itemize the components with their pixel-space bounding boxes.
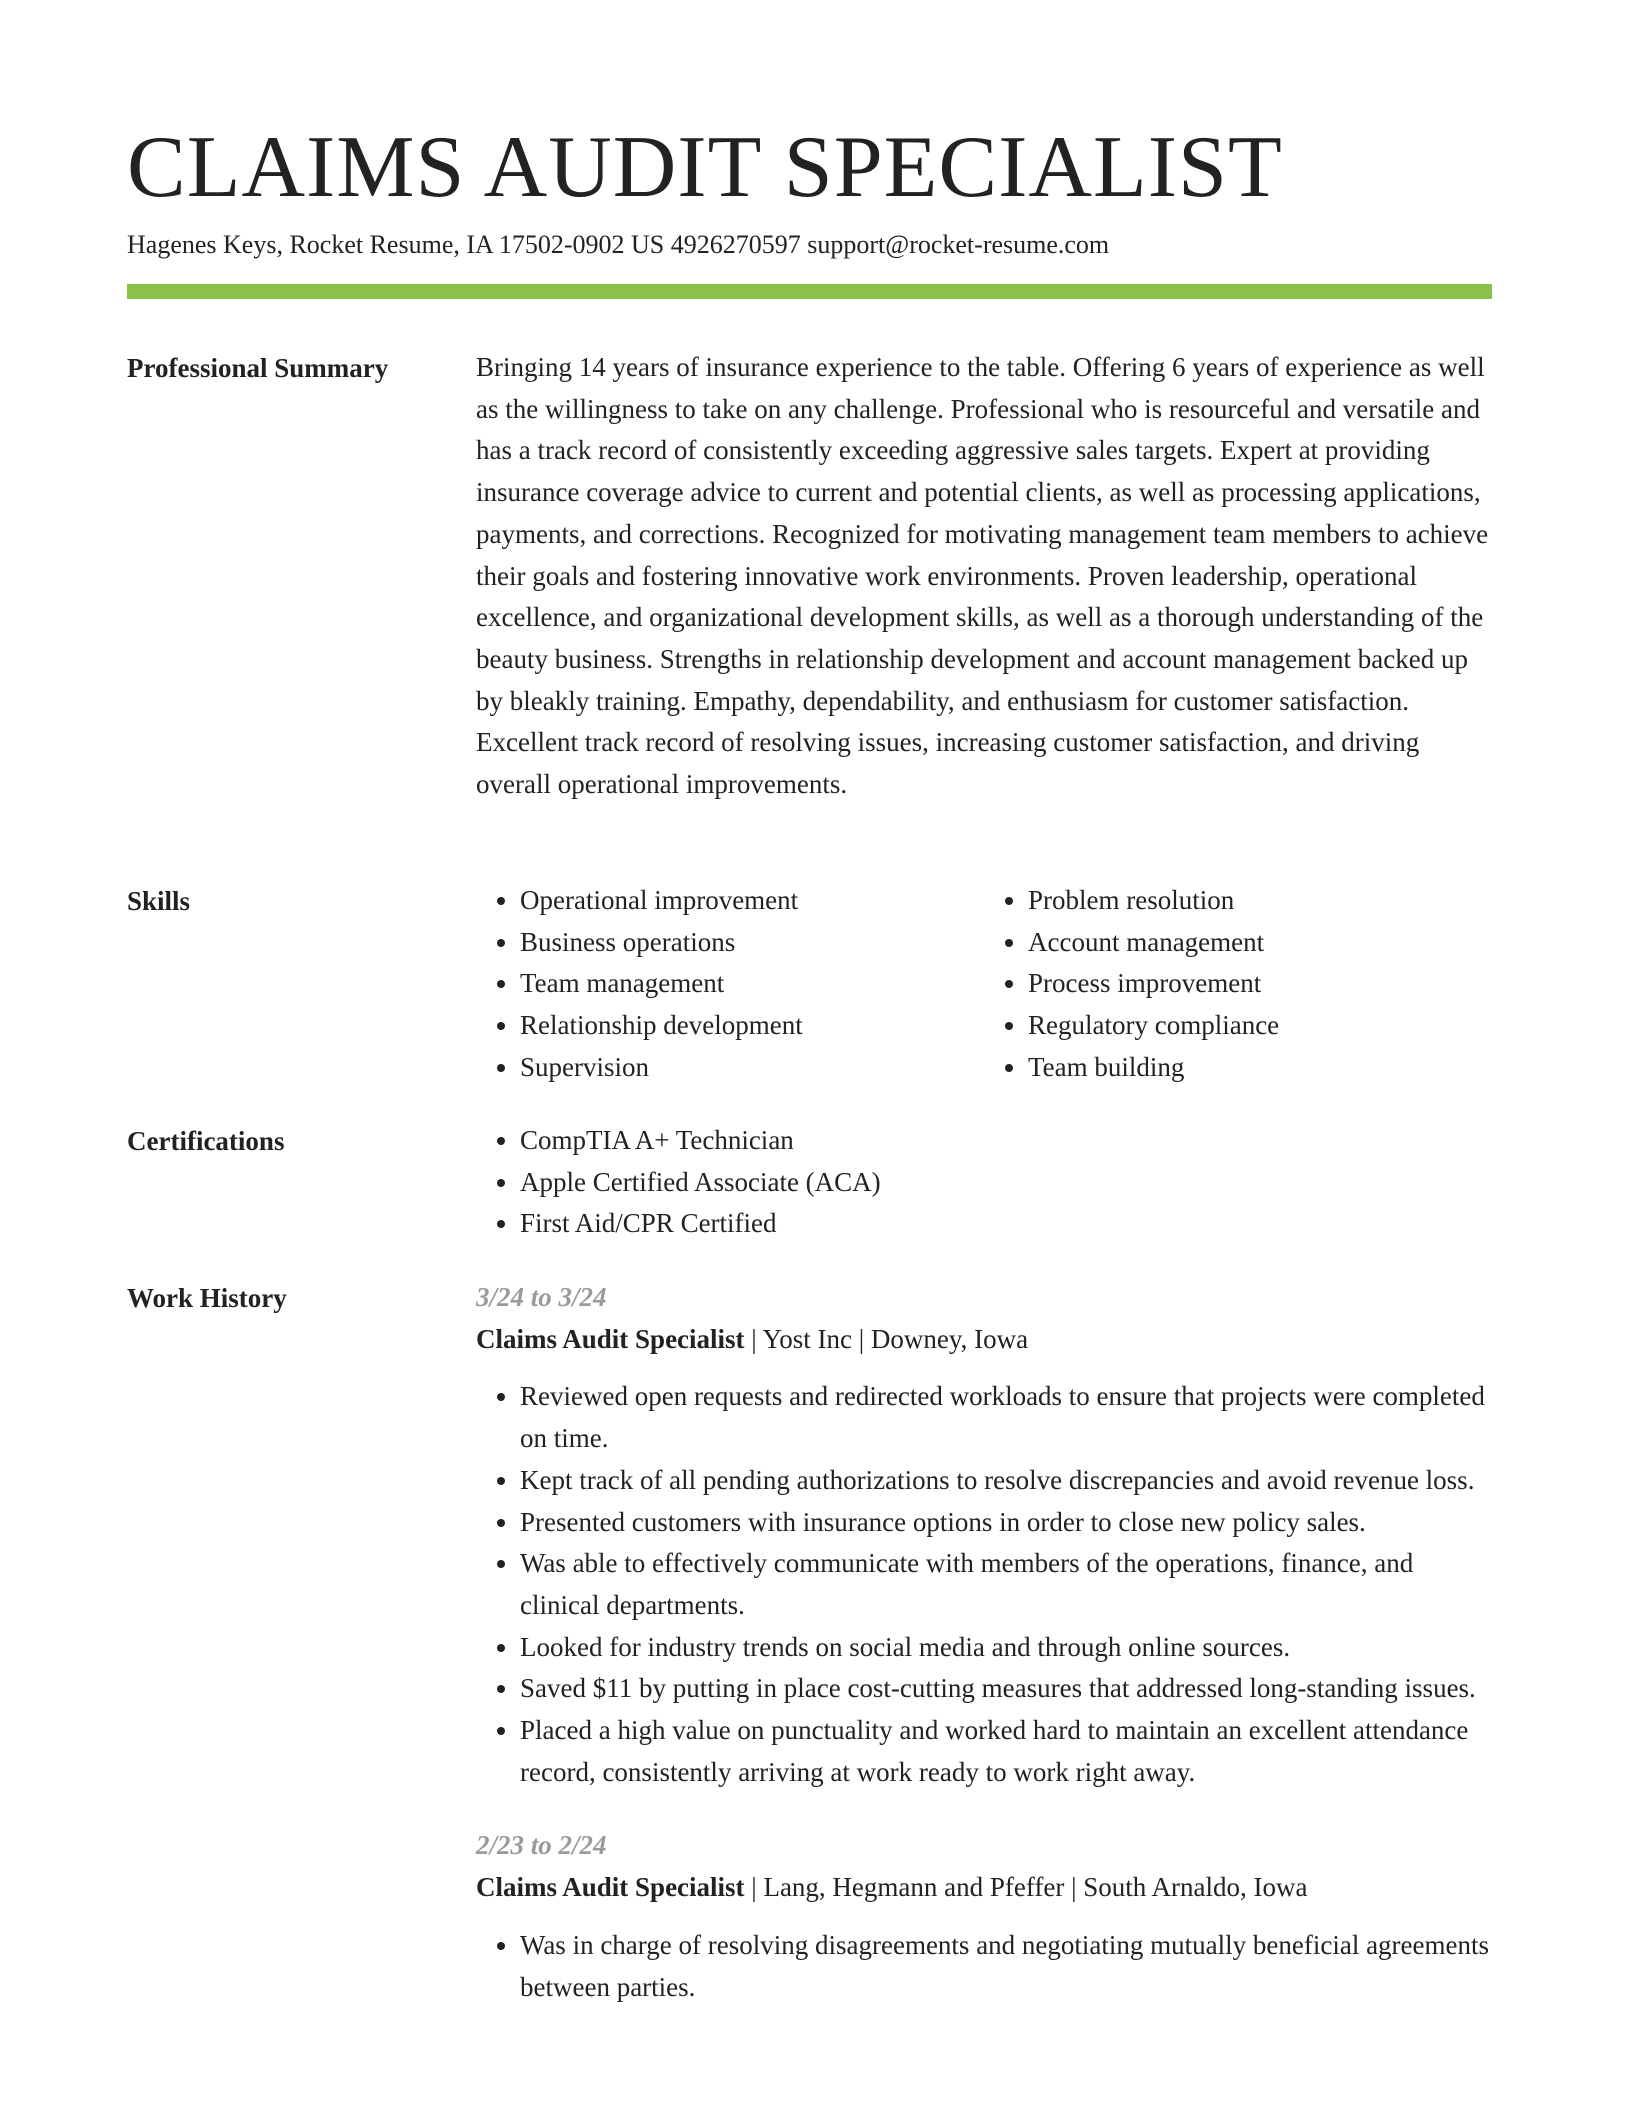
- job-entry: [476, 1825, 1492, 2008]
- list-item: • Problem resolution: [1028, 880, 1492, 922]
- job-heading: [476, 1867, 1492, 1909]
- certifications-heading: Certifications: [127, 1126, 285, 1156]
- list-item: • Team management: [520, 963, 984, 1005]
- contact-info: Hagenes Keys, Rocket Resume, IA 17502-0902 US 4926270597 support@rocket-resume.com: [127, 230, 1110, 259]
- skills-body: [476, 880, 1492, 1089]
- job-dates: 2/23 to 2/24: [476, 1830, 607, 1861]
- job-title: Claims Audit Specialist: [476, 1323, 745, 1354]
- certifications-list: [476, 1120, 1492, 1245]
- resume-header: [127, 118, 1492, 262]
- list-item: • Looked for industry trends on social media and through online sources.: [520, 1627, 1492, 1669]
- summary-body: [476, 347, 1492, 806]
- work-history-heading: Work History: [127, 1283, 287, 1313]
- list-item: • Was able to effectively communicate with members of the operations, finance, and clinical departments.: [520, 1543, 1492, 1626]
- job-company: | Lang, Hegmann and Pfeffer | South Arnaldo, Iowa: [744, 1872, 1308, 1903]
- list-item: • Was in charge of resolving disagreements and negotiating mutually beneficial agreements between parties.: [520, 1925, 1492, 2008]
- job-heading: [476, 1319, 1492, 1361]
- skills-list-right: [984, 880, 1492, 1089]
- list-item: • Apple Certified Associate (ACA): [520, 1162, 1492, 1204]
- list-item: • Saved $11 by putting in place cost-cutting measures that addressed long-standing issues.: [520, 1668, 1492, 1710]
- list-item: • Account management: [1028, 922, 1492, 964]
- job-duties-list: [476, 1925, 1492, 2008]
- list-item: • Regulatory compliance: [1028, 1005, 1492, 1047]
- summary-heading: Professional Summary: [127, 353, 389, 383]
- accent-divider: [127, 284, 1492, 299]
- page-title: CLAIMS AUDIT SPECIALIST: [127, 119, 1283, 216]
- job-duties-list: [476, 1376, 1492, 1793]
- list-item: • Placed a high value on punctuality and worked hard to maintain an excellent attendance record, consistently arriving at work ready to work right away.: [520, 1710, 1492, 1793]
- job-title: Claims Audit Specialist: [476, 1872, 745, 1903]
- list-item: • Process improvement: [1028, 963, 1492, 1005]
- list-item: • Kept track of all pending authorizations to resolve discrepancies and avoid revenue loss.: [520, 1460, 1492, 1502]
- list-item: • Supervision: [520, 1047, 984, 1089]
- work-history-body: [476, 1277, 1492, 2040]
- list-item: • CompTIA A+ Technician: [520, 1120, 1492, 1162]
- job-company: | Yost Inc | Downey, Iowa: [744, 1323, 1029, 1354]
- list-item: • Operational improvement: [520, 880, 984, 922]
- list-item: • Business operations: [520, 922, 984, 964]
- list-item: • First Aid/CPR Certified: [520, 1203, 1492, 1245]
- summary-text: Bringing 14 years of insurance experience to the table. Offering 6 years of experience as well as the willingness to take on any challenge. Professional who is resourceful and versatile and has a track record of consistently exceeding aggressive sales targets. Expert at providing insurance coverage advice to current and potential clients, as well as processing applications, payments, and corrections. Recognized for motivating management team members to achieve their goals and fostering innovative work environments. Proven leadership, operational excellence, and organizational development skills, as well as a thorough understanding of the beauty business. Strengths in relationship development and account management backed up by bleakly training. Empathy, dependability, and enthusiasm for customer satisfaction. Excellent track record of resolving issues, increasing customer satisfaction, and driving overall operational improvements.: [476, 352, 1489, 800]
- list-item: • Team building: [1028, 1047, 1492, 1089]
- list-item: • Relationship development: [520, 1005, 984, 1047]
- job-dates: 3/24 to 3/24: [476, 1282, 607, 1312]
- skills-heading: Skills: [127, 886, 191, 916]
- job-entry: [476, 1277, 1492, 1793]
- list-item: • Reviewed open requests and redirected workloads to ensure that projects were completed on time.: [520, 1376, 1492, 1459]
- list-item: • Presented customers with insurance options in order to close new policy sales.: [520, 1502, 1492, 1544]
- skills-list-left: [476, 880, 984, 1089]
- certifications-body: [476, 1120, 1492, 1245]
